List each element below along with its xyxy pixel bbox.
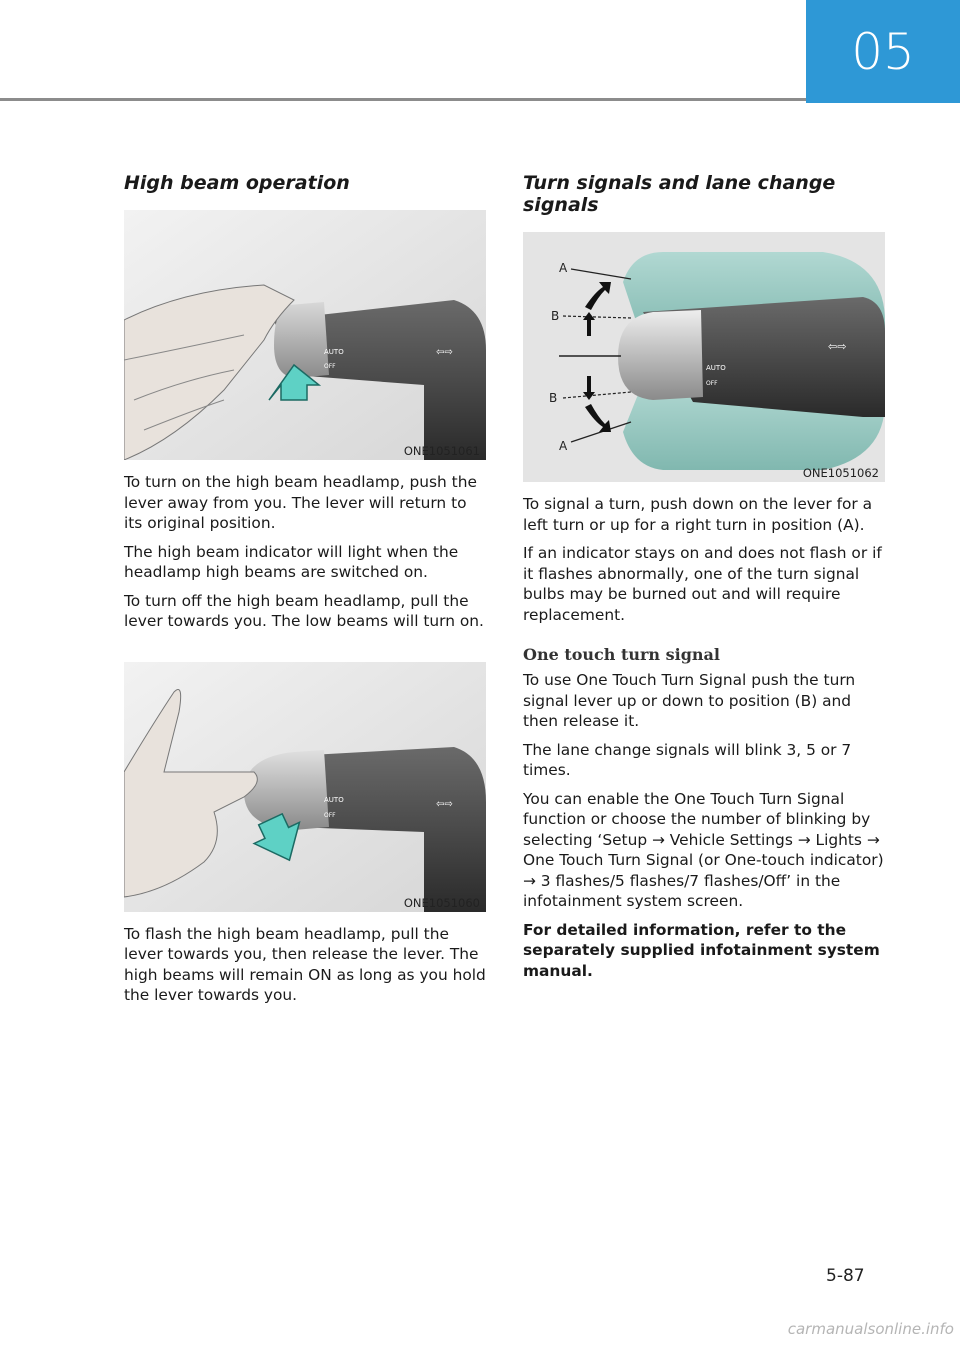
high-beam-flash-text: To flash the high beam headlamp, pull the lever towards you, then release the lever. The high beams will remain ON as long as you hold the lever towards you. xyxy=(124,924,486,1004)
high-beam-heading: High beam operation xyxy=(124,172,350,194)
figure-code: ONE1051061 xyxy=(403,444,480,458)
page-number: 5-87 xyxy=(826,1266,865,1286)
svg-text:AUTO: AUTO xyxy=(324,795,344,804)
high-beam-flash-figure xyxy=(124,662,486,912)
lever-push-illustration xyxy=(124,210,486,460)
manual-reference-text: For detailed information, refer to the separately supplied infotainment system manual. xyxy=(523,920,880,980)
turn-signals-heading: Turn signals and lane change signals xyxy=(523,172,836,216)
one-touch-usage-text: To use One Touch Turn Signal push the turn signal lever up or down to position (B) and then release it. xyxy=(523,671,856,730)
svg-text:⇦⇨: ⇦⇨ xyxy=(436,798,453,810)
chapter-tab: 05 xyxy=(806,0,960,103)
bulb-warning-text: If an indicator stays on and does not flash or if it flashes abnormally, one of the turn signal bulbs may be burned out and will require replacement. xyxy=(523,544,882,624)
label-a-bottom: A xyxy=(559,439,568,453)
setup-instructions-text: You can enable the One Touch Turn Signal function or choose the number of blinking by selecting ‘Setup → Vehicle Settings → Lights → One Touch Turn Signal (or One-touch indicator) → 3 flashes/5 flashes/7 flashes/Off’ in the infotainment system screen. xyxy=(523,789,884,910)
turn-signal-text: To signal a turn, push down on the lever for a left turn or up for a right turn in position (A). xyxy=(523,495,873,534)
label-a-top: A xyxy=(559,261,568,275)
turn-signal-figure xyxy=(523,232,885,482)
high-beam-off-text: To turn off the high beam headlamp, pull the lever towards you. The low beams will turn on. xyxy=(124,591,484,630)
svg-text:OFF: OFF xyxy=(324,811,336,819)
high-beam-push-figure xyxy=(124,210,486,460)
label-b-top: B xyxy=(551,309,560,323)
one-touch-subheading: One touch turn signal xyxy=(523,645,720,664)
header-rule xyxy=(0,98,806,101)
high-beam-indicator-text: The high beam indicator will light when the headlamp high beams are switched on. xyxy=(124,542,459,581)
watermark: carmanualsonline.info xyxy=(787,1320,954,1338)
svg-text:⇦⇨: ⇦⇨ xyxy=(436,347,453,358)
figure-code: ONE1051062 xyxy=(802,466,879,480)
label-b-bottom: B xyxy=(549,391,558,405)
lever-auto-text: AUTO xyxy=(324,348,344,356)
lever-pull-illustration xyxy=(124,662,486,912)
blink-count-text: The lane change signals will blink 3, 5 or 7 times. xyxy=(523,740,852,779)
svg-text:⇦⇨: ⇦⇨ xyxy=(828,340,847,353)
high-beam-on-text: To turn on the high beam headlamp, push the lever away from you. The lever will return to its original position. xyxy=(124,473,477,532)
figure-code: ONE1051060 xyxy=(403,895,480,910)
right-column xyxy=(523,172,885,989)
turn-signal-illustration xyxy=(523,232,885,482)
svg-text:OFF: OFF xyxy=(706,380,718,387)
lever-off-text: OFF xyxy=(324,363,336,370)
left-column xyxy=(124,172,486,1014)
svg-text:AUTO: AUTO xyxy=(706,364,726,372)
